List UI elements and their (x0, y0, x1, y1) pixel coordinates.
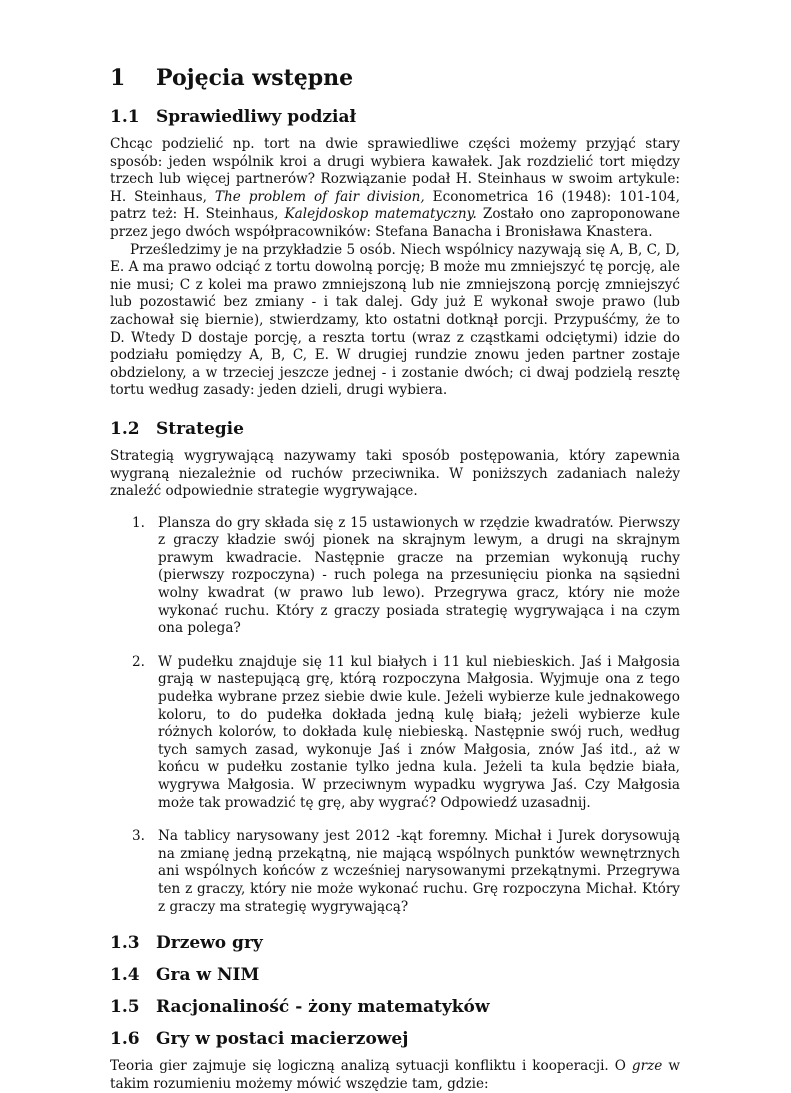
subsection-heading-1-2 (110, 418, 680, 440)
section-heading-1 (110, 64, 680, 92)
text-run: Econometrica 16 (1948): 101-104, patrz też: H. Steinhaus, (110, 188, 680, 223)
list-item (110, 654, 680, 812)
document-page (110, 64, 680, 1093)
paragraph-matrix-games (110, 1058, 680, 1093)
subsection-title: Drzewo gry (156, 933, 263, 954)
subsection-heading-1-5 (110, 996, 680, 1018)
item-number: 2. (132, 653, 145, 670)
item-number: 1. (132, 514, 145, 531)
section-number: 1 (110, 65, 126, 91)
text-run: w takim rozumieniu możemy mówić wszędzie tam, gdzie: (110, 1058, 680, 1092)
exercise-list (110, 515, 680, 916)
subsection-title: Sprawiedliwy podział (156, 107, 357, 127)
list-item (110, 828, 680, 916)
subsection-number: 1.1 (110, 107, 140, 127)
subsection-heading-1-1 (110, 106, 680, 128)
text-run: Zostało ono zaproponowane przez jego dwóch współpracowników: Stefana Banacha i Bronisława Knastera. (110, 206, 680, 240)
text-run: Chcąc podzielić np. tort na dwie sprawiedliwe części możemy przyjąć stary sposób: jeden wspólnik kroi a drugi wybiera kawałek. Jak rozdzielić tort między trzech lub więcej partnerów? Rozwiązanie podał H. Steinhaus w swoim artykule: H. Steinhaus, (110, 136, 680, 205)
subsection-title: Gra w NIM (156, 965, 260, 986)
text-run: Teoria gier zajmuje się logiczną analizą sytuacji konfliktu i kooperacji. O (110, 1058, 632, 1075)
subsection-heading-1-4 (110, 964, 680, 986)
paragraph-strategies-intro: Strategią wygrywającą nazywamy taki sposób postępowania, który zapewnia wygraną niezależnie od ruchów przeciwnika. W poniższych zadaniach należy znaleźć odpowiednie strategie wygrywające. (110, 447, 680, 500)
italic-title: Kalejdoskop matematyczny. (284, 206, 477, 223)
item-text: W pudełku znajduje się 11 kul białych i 11 kul niebieskich. Jaś i Małgosia grają w nastepującą grę, którą rozpoczyna Małgosia. Wyjmuje ona z tego pudełka wybrane przez siebie dwie kule. Jeżeli wybierze kule jednakowego koloru, to do pudełka dokłada jedną kulę białą; jeżeli wybierze kule różnych kolorów, to dokłada kulę niebieską. Następnie swój ruch, według tych samych zasad, wykonuje Jaś i znów Małgosia, znów Jaś itd., aż w końcu w pudełku zostanie tylko jedna kula. Jeżeli ta kula będzie biała, wygrywa Małgosia. W przeciwnym wypadku wygrywa Jaś. Czy Małgosia może tak prowadzić tę grę, aby wygrać? Odpowiedź uzasadnij. (158, 653, 680, 811)
paragraph-fair-division-1 (110, 136, 680, 242)
subsection-title: Strategie (156, 418, 244, 439)
subsection-title: Gry w postaci macierzowej (156, 1029, 409, 1050)
subsection-number: 1.2 (110, 418, 140, 439)
item-text: Na tablicy narysowany jest 2012 -kąt foremny. Michał i Jurek dorysowują na zmianę jedną przekątną, nie mającą wspólnych punktów wewnętrznych ani wspólnych końców z wcześniej narysowanymi przekątnymi. Przegrywa ten z graczy, który nie może wykonać ruchu. Grę rozpoczyna Michał. Który z graczy ma strategię wygrywającą? (158, 828, 680, 915)
item-text: Plansza do gry składa się z 15 ustawionych w rzędzie kwadratów. Pierwszy z graczy kładzie swój pionek na skrajnym lewym, a drugi na skrajnym prawym kwadracie. Następnie gracze na przemian wykonują ruchy (pierwszy rozpoczyna) - ruch polega na przesunięciu pionka na sąsiedni wolny kwadrat (w prawo lub lewo). Przegrywa gracz, który nie może wykonać ruchu. Który z graczy posiada strategię wygrywająca i na czym ona polega? (158, 514, 680, 637)
subsection-number: 1.3 (110, 933, 140, 954)
subsection-heading-1-3 (110, 932, 680, 954)
subsection-heading-1-6 (110, 1028, 680, 1050)
subsection-title: Racjonaliność - żony matematyków (156, 997, 490, 1018)
italic-title: The problem of fair division, (214, 188, 425, 205)
paragraph-fair-division-2: Prześledzimy je na przykładzie 5 osób. Niech wspólnicy nazywają się A, B, C, D, E. A ma prawo odciąć z tortu dowolną porcję; B może mu zmniejszyć tę porcję, ale nie musi; C z kolei ma prawo zmniejszoną lub nie zmniejszoną porcję zmniejszyć lub pozostawić bez zmiany - i tak dalej. Gdy już E wykonał swoje prawo (lub zachował się biernie), stwierdzamy, kto ostatni dotknął porcji. Przypuśćmy, że to D. Wtedy D dostaje porcję, a reszta tortu (wraz z cząstkami odciętymi) idzie do podziału pomiędzy A, B, C, E. W drugiej rundzie znowu jeden partner zostaje obdzielony, a w trzeciej jeszcze jednej - i zostanie dwóch; ci dwaj podzielą resztę tortu według zasady: jeden dzieli, drugi wybiera. (110, 241, 680, 399)
italic-term: grze (631, 1058, 663, 1075)
list-item (110, 515, 680, 638)
section-title: Pojęcia wstępne (156, 65, 354, 91)
subsection-number: 1.4 (110, 965, 140, 986)
item-number: 3. (132, 828, 145, 845)
subsection-number: 1.6 (110, 1029, 140, 1050)
subsection-number: 1.5 (110, 997, 140, 1018)
